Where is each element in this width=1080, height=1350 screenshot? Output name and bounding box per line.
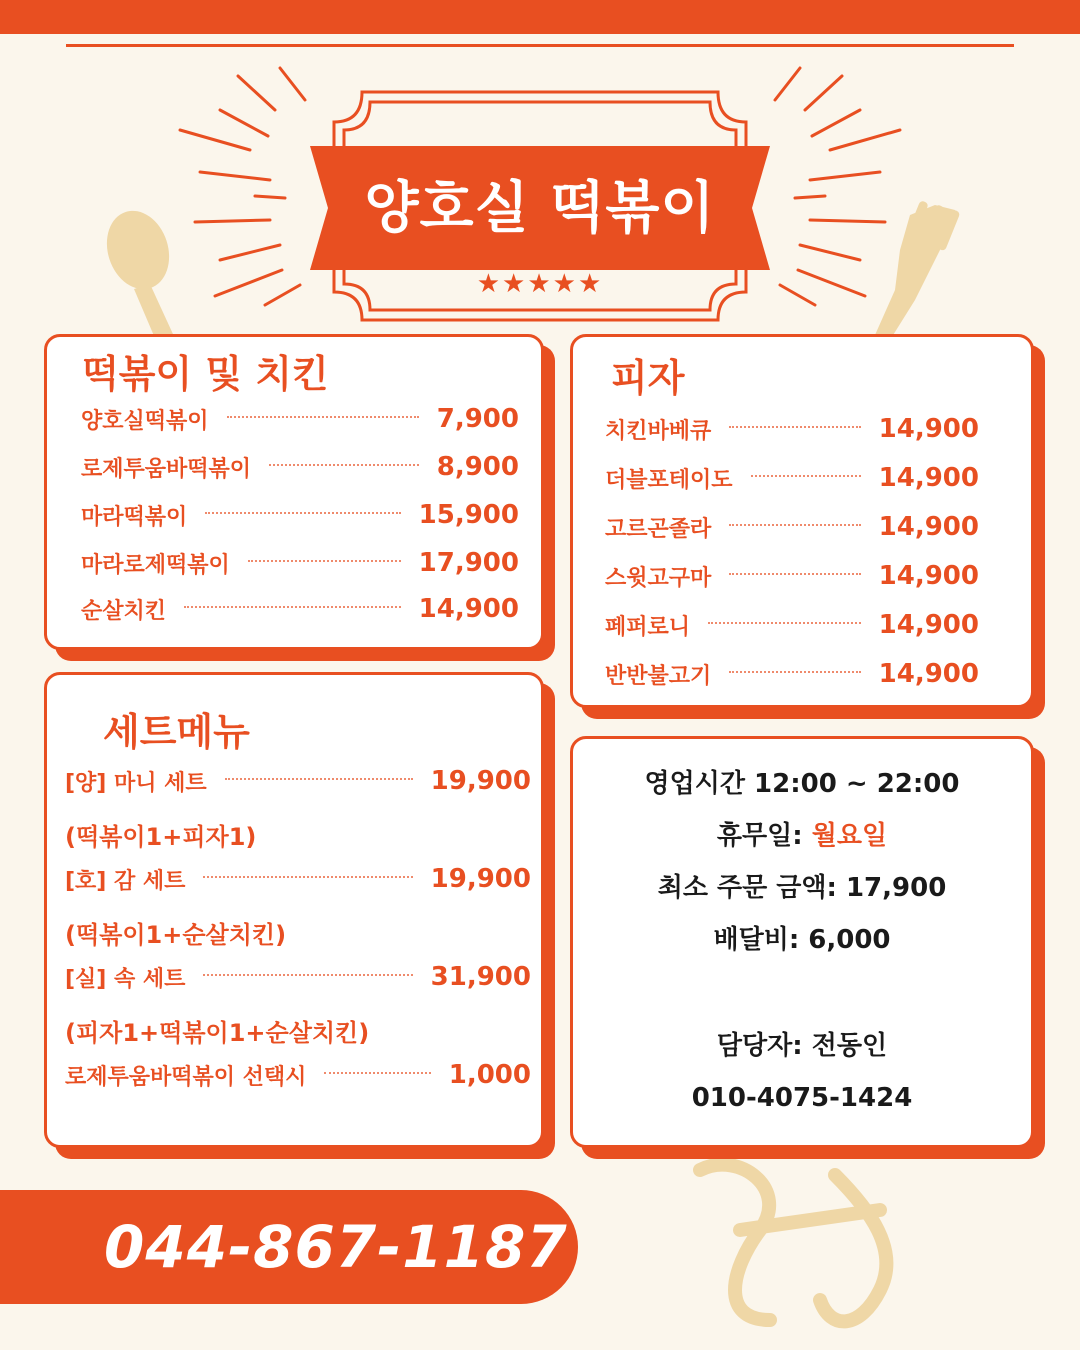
set-option-price: 1,000 <box>448 1060 531 1090</box>
set-item <box>65 959 531 995</box>
store-phone[interactable]: 044-867-1187 <box>104 1213 568 1281</box>
card-title: 떡볶이 및 치킨 <box>82 352 329 396</box>
dotted-leader <box>203 876 412 878</box>
set-item <box>65 861 531 897</box>
set-item-detail: (떡볶이1+피자1) <box>65 823 257 851</box>
dotted-leader <box>203 974 412 976</box>
set-option <box>65 1057 531 1093</box>
dotted-leader <box>324 1072 430 1074</box>
store-info-card <box>570 736 1034 1148</box>
minimum-order: 최소 주문 금액: 17,900 <box>657 873 947 903</box>
menu-item <box>81 591 519 627</box>
menu-item-price: 14,900 <box>878 512 979 542</box>
dotted-leader <box>729 426 860 428</box>
menu-item-price: 14,900 <box>878 659 979 689</box>
menu-item-name: 양호실떡볶이 <box>81 408 209 434</box>
menu-item <box>605 460 979 496</box>
menu-item-name: 마라로제떡볶이 <box>81 552 230 578</box>
menu-item <box>605 411 979 447</box>
menu-item <box>605 656 979 692</box>
menu-item-price: 14,900 <box>878 463 979 493</box>
menu-item-price: 8,900 <box>436 452 519 482</box>
holiday-info <box>573 819 1031 853</box>
card-title: 세트메뉴 <box>103 710 250 754</box>
menu-item-price: 14,900 <box>878 610 979 640</box>
set-item <box>65 763 531 799</box>
dotted-leader <box>729 671 860 673</box>
menu-item-price: 15,900 <box>418 500 519 530</box>
rating-stars: ★★★★★ <box>476 269 604 299</box>
dotted-leader <box>205 512 400 514</box>
set-item-price: 19,900 <box>430 864 531 894</box>
menu-item-price: 7,900 <box>436 404 519 434</box>
dotted-leader <box>248 560 401 562</box>
menu-item-name: 마라떡볶이 <box>81 504 188 530</box>
menu-item <box>605 607 979 643</box>
menu-item-price: 17,900 <box>418 548 519 578</box>
dotted-leader <box>227 416 419 418</box>
dotted-leader <box>225 778 413 780</box>
restaurant-title: 양호실 떡볶이 <box>364 176 716 241</box>
burst-lines-left <box>180 68 305 305</box>
menu-item-price: 14,900 <box>878 561 979 591</box>
menu-item-price: 14,900 <box>418 594 519 624</box>
card-title: 피자 <box>611 356 685 400</box>
set-item-name: [양] 마니 세트 <box>65 770 207 796</box>
tteokbokki-chicken-card <box>44 334 544 650</box>
menu-item-price: 14,900 <box>878 414 979 444</box>
dotted-leader <box>729 524 860 526</box>
menu-item <box>81 401 519 437</box>
menu-item-name: 고르곤졸라 <box>605 516 712 542</box>
set-option-name: 로제투움바떡볶이 선택시 <box>65 1064 307 1090</box>
menu-item-name: 더블포테이도 <box>605 467 733 493</box>
set-item-detail: (피자1+떡볶이1+순살치킨) <box>65 1019 370 1047</box>
phone-banner <box>0 1190 578 1304</box>
pizza-card <box>570 334 1034 708</box>
menu-item <box>605 509 979 545</box>
manager-name: 담당자: 전동인 <box>716 1031 888 1061</box>
manager-phone: 010-4075-1424 <box>691 1083 913 1113</box>
burst-lines-right <box>775 68 900 305</box>
menu-item <box>81 449 519 485</box>
delivery-fee: 배달비: 6,000 <box>713 925 891 955</box>
dotted-leader <box>184 606 401 608</box>
menu-item <box>81 497 519 533</box>
set-item-name: [호] 감 세트 <box>65 868 186 894</box>
dotted-leader <box>751 475 861 477</box>
holiday-label: 휴무일: <box>716 821 812 851</box>
set-item-price: 19,900 <box>430 766 531 796</box>
menu-item-name: 페퍼로니 <box>605 614 691 640</box>
set-menu-card <box>44 672 544 1148</box>
dotted-leader <box>269 464 419 466</box>
fork-icon <box>875 200 961 340</box>
menu-item <box>81 545 519 581</box>
menu-item-name: 스윗고구마 <box>605 565 712 591</box>
dotted-leader <box>729 573 860 575</box>
set-item-price: 31,900 <box>430 962 531 992</box>
menu-item-name: 로제투움바떡볶이 <box>81 456 252 482</box>
set-item-detail: (떡볶이1+순살치킨) <box>65 921 287 949</box>
set-item-name: [실] 속 세트 <box>65 966 186 992</box>
holiday-value: 월요일 <box>811 821 888 851</box>
business-hours: 영업시간 12:00 ~ 22:00 <box>644 769 960 799</box>
spoon-icon <box>97 203 179 350</box>
menu-item <box>605 558 979 594</box>
doodle-icon <box>700 1165 886 1322</box>
dotted-leader <box>708 622 861 624</box>
menu-item-name: 순살치킨 <box>81 598 167 624</box>
menu-item-name: 치킨바베큐 <box>605 418 712 444</box>
menu-item-name: 반반불고기 <box>605 663 712 689</box>
